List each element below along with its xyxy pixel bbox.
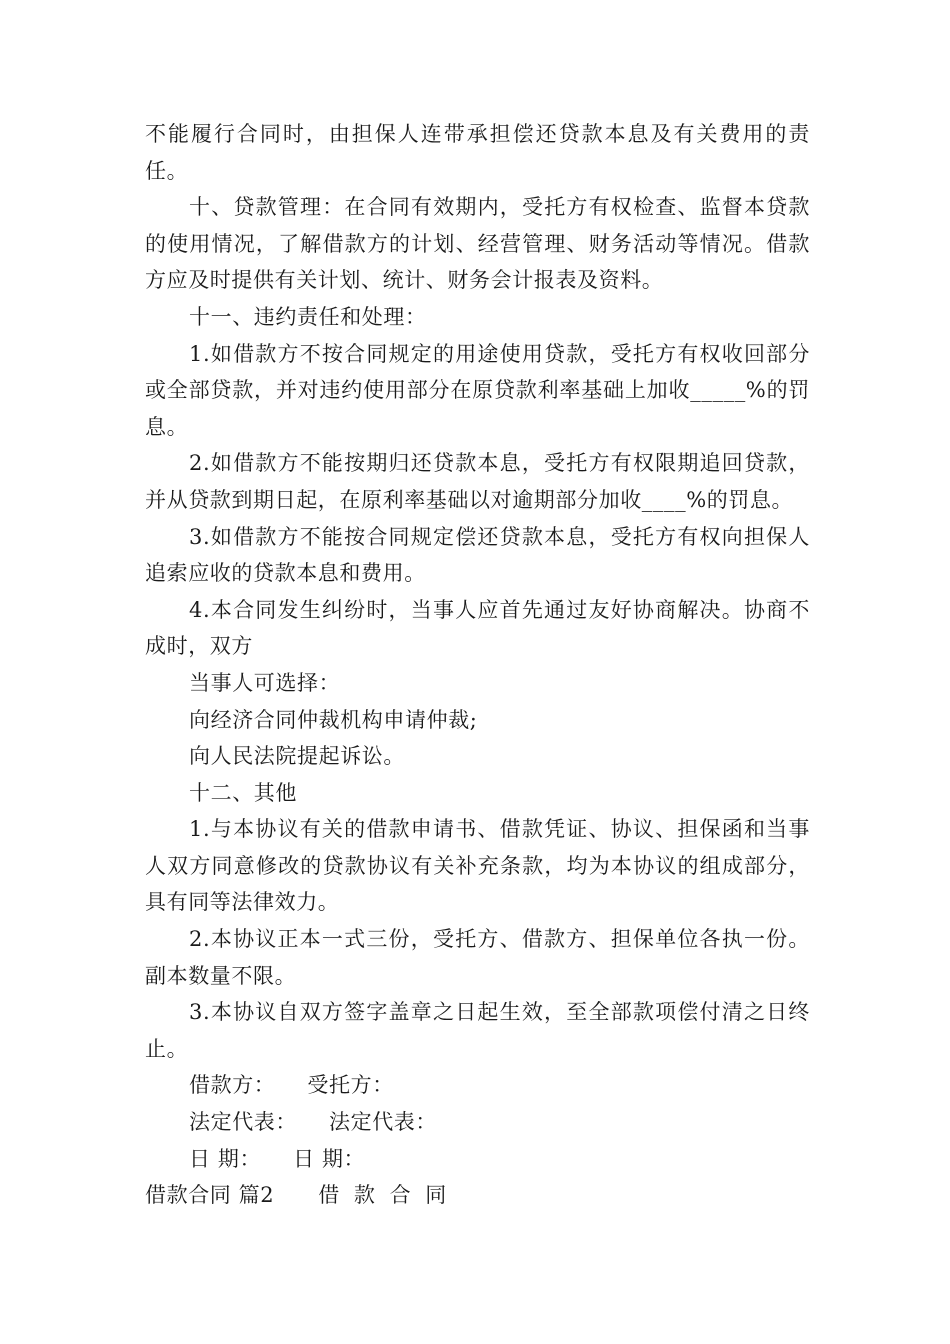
borrower-date-label: 日 期： [189,1146,262,1171]
borrower-label: 借款方： [189,1073,276,1098]
borrower-representative-label: 法定代表： [189,1110,297,1135]
clause-misuse-penalty: 1.如借款方不按合同规定的用途使用贷款，受托方有权收回部分或全部贷款，并对违约使用部分在原贷款利率基础上加收_____%的罚息。 [145,341,810,439]
clause-dispute-resolution: 4.本合同发生纠纷时，当事人应首先通过友好协商解决。协商不成时，双方 [145,597,810,659]
paragraph-loan-management: 十、贷款管理：在合同有效期内，受托方有权检查、监督本贷款的使用情况，了解借款方的计划、经营管理、财务活动等情况。借款方应及时提供有关计划、统计、财务会计报表及资料。 [145,195,810,293]
heading-breach-liability: 十一、违约责任和处理： [189,304,427,329]
paragraph-guarantor-liability: 不能履行合同时，由担保人连带承担偿还贷款本息及有关费用的责任。 [145,122,810,183]
option-arbitration: 向经济合同仲裁机构申请仲裁; [189,707,478,732]
clause-dispute-options: 当事人可选择： [189,670,341,695]
clause-effective-date: 3.本协议自双方签字盖章之日起生效，至全部款项偿付清之日终止。 [145,1000,810,1061]
clause-copies: 2.本协议正本一式三份，受托方、借款方、担保单位各执一份。副本数量不限。 [145,927,810,988]
signature-row-parties [145,1067,810,1104]
trustee-label: 受托方： [307,1073,394,1098]
clause-guarantor-recourse: 3.如借款方不能按合同规定偿还贷款本息，受托方有权向担保人追索应收的贷款本息和费用。 [145,524,810,586]
next-section-heading [145,1177,810,1214]
trustee-date-label: 日 期： [293,1146,366,1171]
document-body [145,116,810,1214]
clause-overdue-penalty: 2.如借款方不能按期归还贷款本息，受托方有权限期追回贷款，并从贷款到期日起，在原利率基础以对逾期部分加收____%的罚息。 [145,451,810,512]
heading-other: 十二、其他 [189,780,297,805]
signature-row-representatives [145,1104,810,1141]
option-litigation: 向人民法院提起诉讼。 [189,744,405,769]
trustee-representative-label: 法定代表： [329,1110,437,1135]
contract-title: 借 款 合 同 [318,1183,451,1208]
signature-row-dates [145,1141,810,1178]
clause-related-documents: 1.与本协议有关的借款申请书、借款凭证、协议、担保函和当事人双方同意修改的贷款协议有关补充条款，均为本协议的组成部分，具有同等法律效力。 [145,817,810,915]
section-label: 借款合同 篇2 [145,1183,275,1208]
